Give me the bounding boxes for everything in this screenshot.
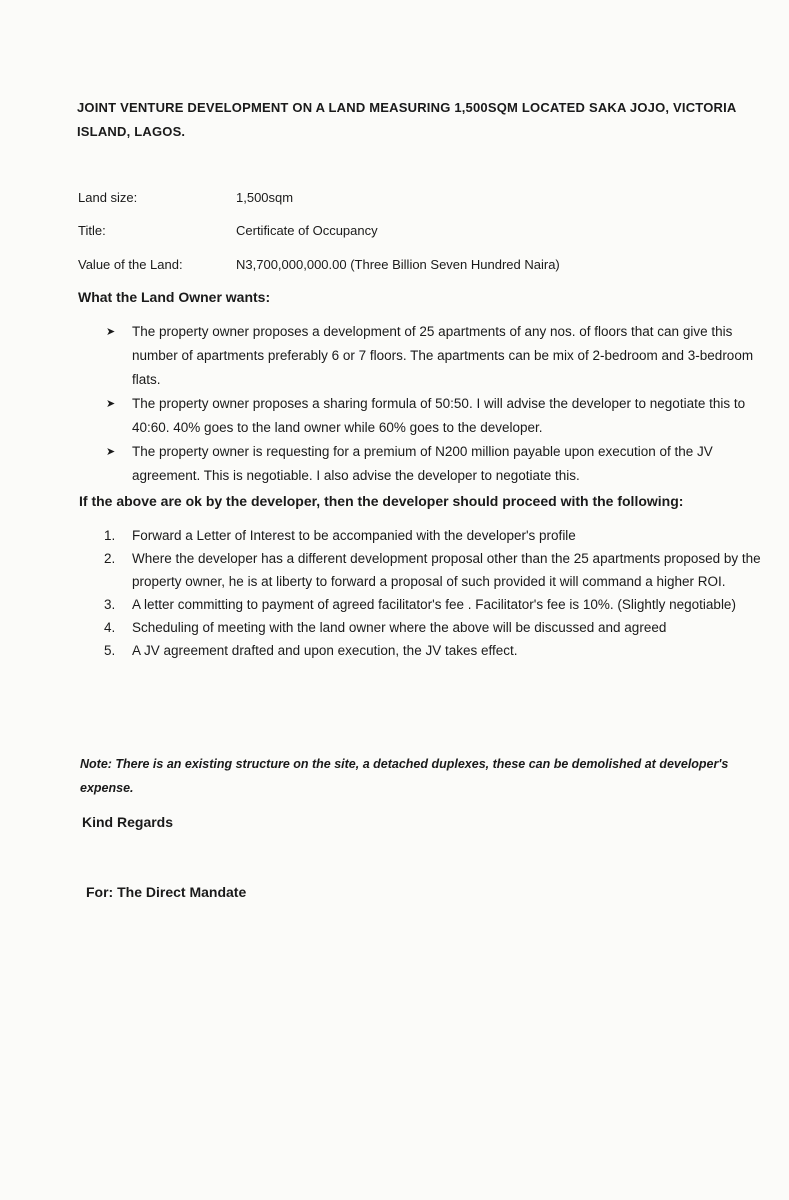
arrow-bullet-icon: ➤ xyxy=(106,326,116,338)
note-text: Note: There is an existing structure on the site, a detached duplexes, these can be demolished at developer's expense. xyxy=(80,757,729,795)
list-item xyxy=(104,616,772,639)
list-item-number: 1. xyxy=(104,528,116,543)
list-item xyxy=(104,593,772,616)
steps-list xyxy=(104,524,772,662)
list-item-text: Forward a Letter of Interest to be accompanied with the developer's profile xyxy=(132,528,576,543)
list-item-text: The property owner proposes a sharing formula of 50:50. I will advise the developer to negotiate this to 40:60. 40% goes to the land owner while 60% goes to the developer. xyxy=(132,396,746,435)
wants-list xyxy=(106,320,766,488)
list-item-text: The property owner proposes a development of 25 apartments of any nos. of floors that can give this number of apartments preferably 6 or 7 floors. The apartments can be mix of 2-bedroom and 3-bedroom flats. xyxy=(132,324,754,387)
list-item-text: A JV agreement drafted and upon execution, the JV takes effect. xyxy=(132,643,518,658)
detail-value: Certificate of Occupancy xyxy=(236,223,378,238)
signature-line: For: The Direct Mandate xyxy=(86,884,247,900)
list-item xyxy=(106,440,766,488)
arrow-bullet-icon: ➤ xyxy=(106,446,116,458)
list-item xyxy=(106,392,766,440)
list-item-number: 2. xyxy=(104,551,116,566)
list-item-text: Scheduling of meeting with the land owner where the above will be discussed and agreed xyxy=(132,620,667,635)
detail-value: 1,500sqm xyxy=(236,190,294,205)
detail-label: Title: xyxy=(78,223,106,238)
list-item-number: 3. xyxy=(104,597,116,612)
arrow-bullet-icon: ➤ xyxy=(106,398,116,410)
wants-heading: What the Land Owner wants: xyxy=(78,289,271,305)
proceed-heading: If the above are ok by the developer, then the developer should proceed with the following: xyxy=(79,493,684,509)
list-item-number: 5. xyxy=(104,643,116,658)
closing-text: Kind Regards xyxy=(82,814,174,830)
list-item xyxy=(104,524,772,547)
list-item xyxy=(106,320,766,392)
list-item xyxy=(104,639,772,662)
list-item-text: The property owner is requesting for a premium of N200 million payable upon execution of the JV agreement. This is negotiable. I also advise the developer to negotiate this. xyxy=(132,444,713,483)
detail-label: Value of the Land: xyxy=(78,257,183,272)
detail-label: Land size: xyxy=(78,190,138,205)
list-item xyxy=(104,547,772,593)
detail-value: N3,700,000,000.00 (Three Billion Seven Hundred Naira) xyxy=(236,257,560,272)
list-item-text: A letter committing to payment of agreed facilitator's fee . Facilitator's fee is 10%. (Slightly negotiable) xyxy=(132,597,736,612)
list-item-number: 4. xyxy=(104,620,116,635)
list-item-text: Where the developer has a different development proposal other than the 25 apartments proposed by the property owner, he is at liberty to forward a proposal of such provided it will command a higher ROI. xyxy=(132,551,761,589)
document-heading: JOINT VENTURE DEVELOPMENT ON A LAND MEASURING 1,500SQM LOCATED SAKA JOJO, VICTORIA ISLAND, LAGOS. xyxy=(77,100,737,139)
